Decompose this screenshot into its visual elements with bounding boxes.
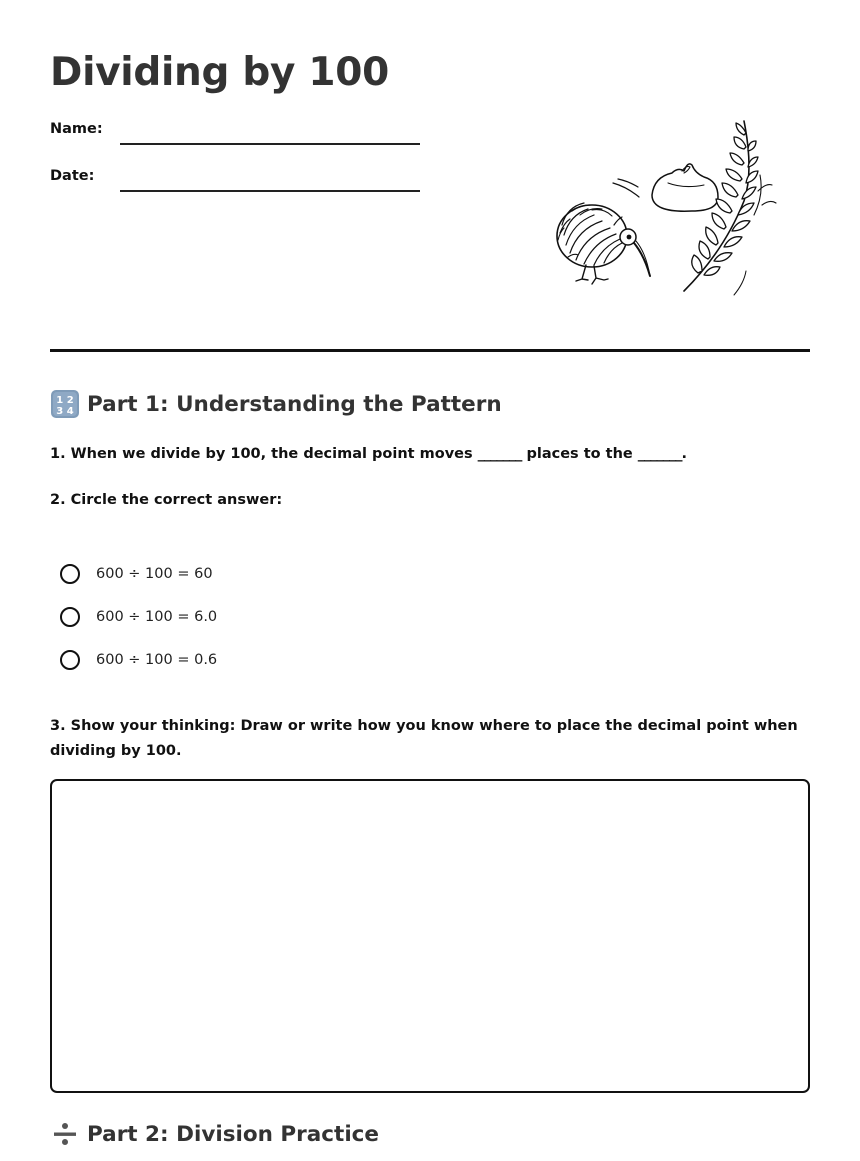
part2-heading-text: Part 2: Division Practice <box>87 1121 380 1147</box>
question-1 <box>50 442 820 467</box>
header-divider <box>50 349 810 352</box>
kiwi-bird-illustration <box>548 105 788 300</box>
question-1-suffix: . <box>681 446 688 462</box>
answer-option-text: 600 ÷ 100 = 6.0 <box>96 608 218 625</box>
name-field[interactable] <box>120 143 420 145</box>
question-1-middle: places to the <box>521 446 638 462</box>
input-numbers-icon <box>50 389 80 419</box>
decimal-places-blank[interactable]: _______ <box>477 446 522 462</box>
part2-heading <box>50 1119 379 1149</box>
part1-heading <box>50 389 502 419</box>
radio-circle-icon[interactable] <box>60 607 80 627</box>
radio-circle-icon[interactable] <box>60 564 80 584</box>
pavlova-icon <box>652 164 718 211</box>
question-2: 2. Circle the correct answer: <box>50 492 283 508</box>
answer-option[interactable] <box>60 638 217 681</box>
division-sign-icon <box>50 1119 80 1149</box>
date-field[interactable] <box>120 190 420 192</box>
answer-option[interactable] <box>60 552 217 595</box>
name-label: Name: <box>50 121 103 137</box>
date-label: Date: <box>50 168 95 184</box>
answer-option-text: 600 ÷ 100 = 60 <box>96 565 213 582</box>
radio-circle-icon[interactable] <box>60 650 80 670</box>
direction-blank[interactable]: _______ <box>637 446 682 462</box>
question-1-prefix: 1. When we divide by 100, the decimal point moves <box>50 446 478 462</box>
svg-text:1 2: 1 2 <box>56 395 74 406</box>
question-3: 3. Show your thinking: Draw or write how you know where to place the decimal point when dividing by 100. <box>50 718 798 759</box>
page-title: Dividing by 100 <box>50 50 389 95</box>
answer-option[interactable] <box>60 595 217 638</box>
part1-heading-text: Part 1: Understanding the Pattern <box>87 391 502 417</box>
kiwi-bird-icon <box>557 203 650 284</box>
answer-option-text: 600 ÷ 100 = 0.6 <box>96 651 218 668</box>
thinking-answer-box[interactable] <box>50 779 810 1093</box>
svg-text:3 4: 3 4 <box>56 406 74 417</box>
answer-options <box>60 552 217 681</box>
